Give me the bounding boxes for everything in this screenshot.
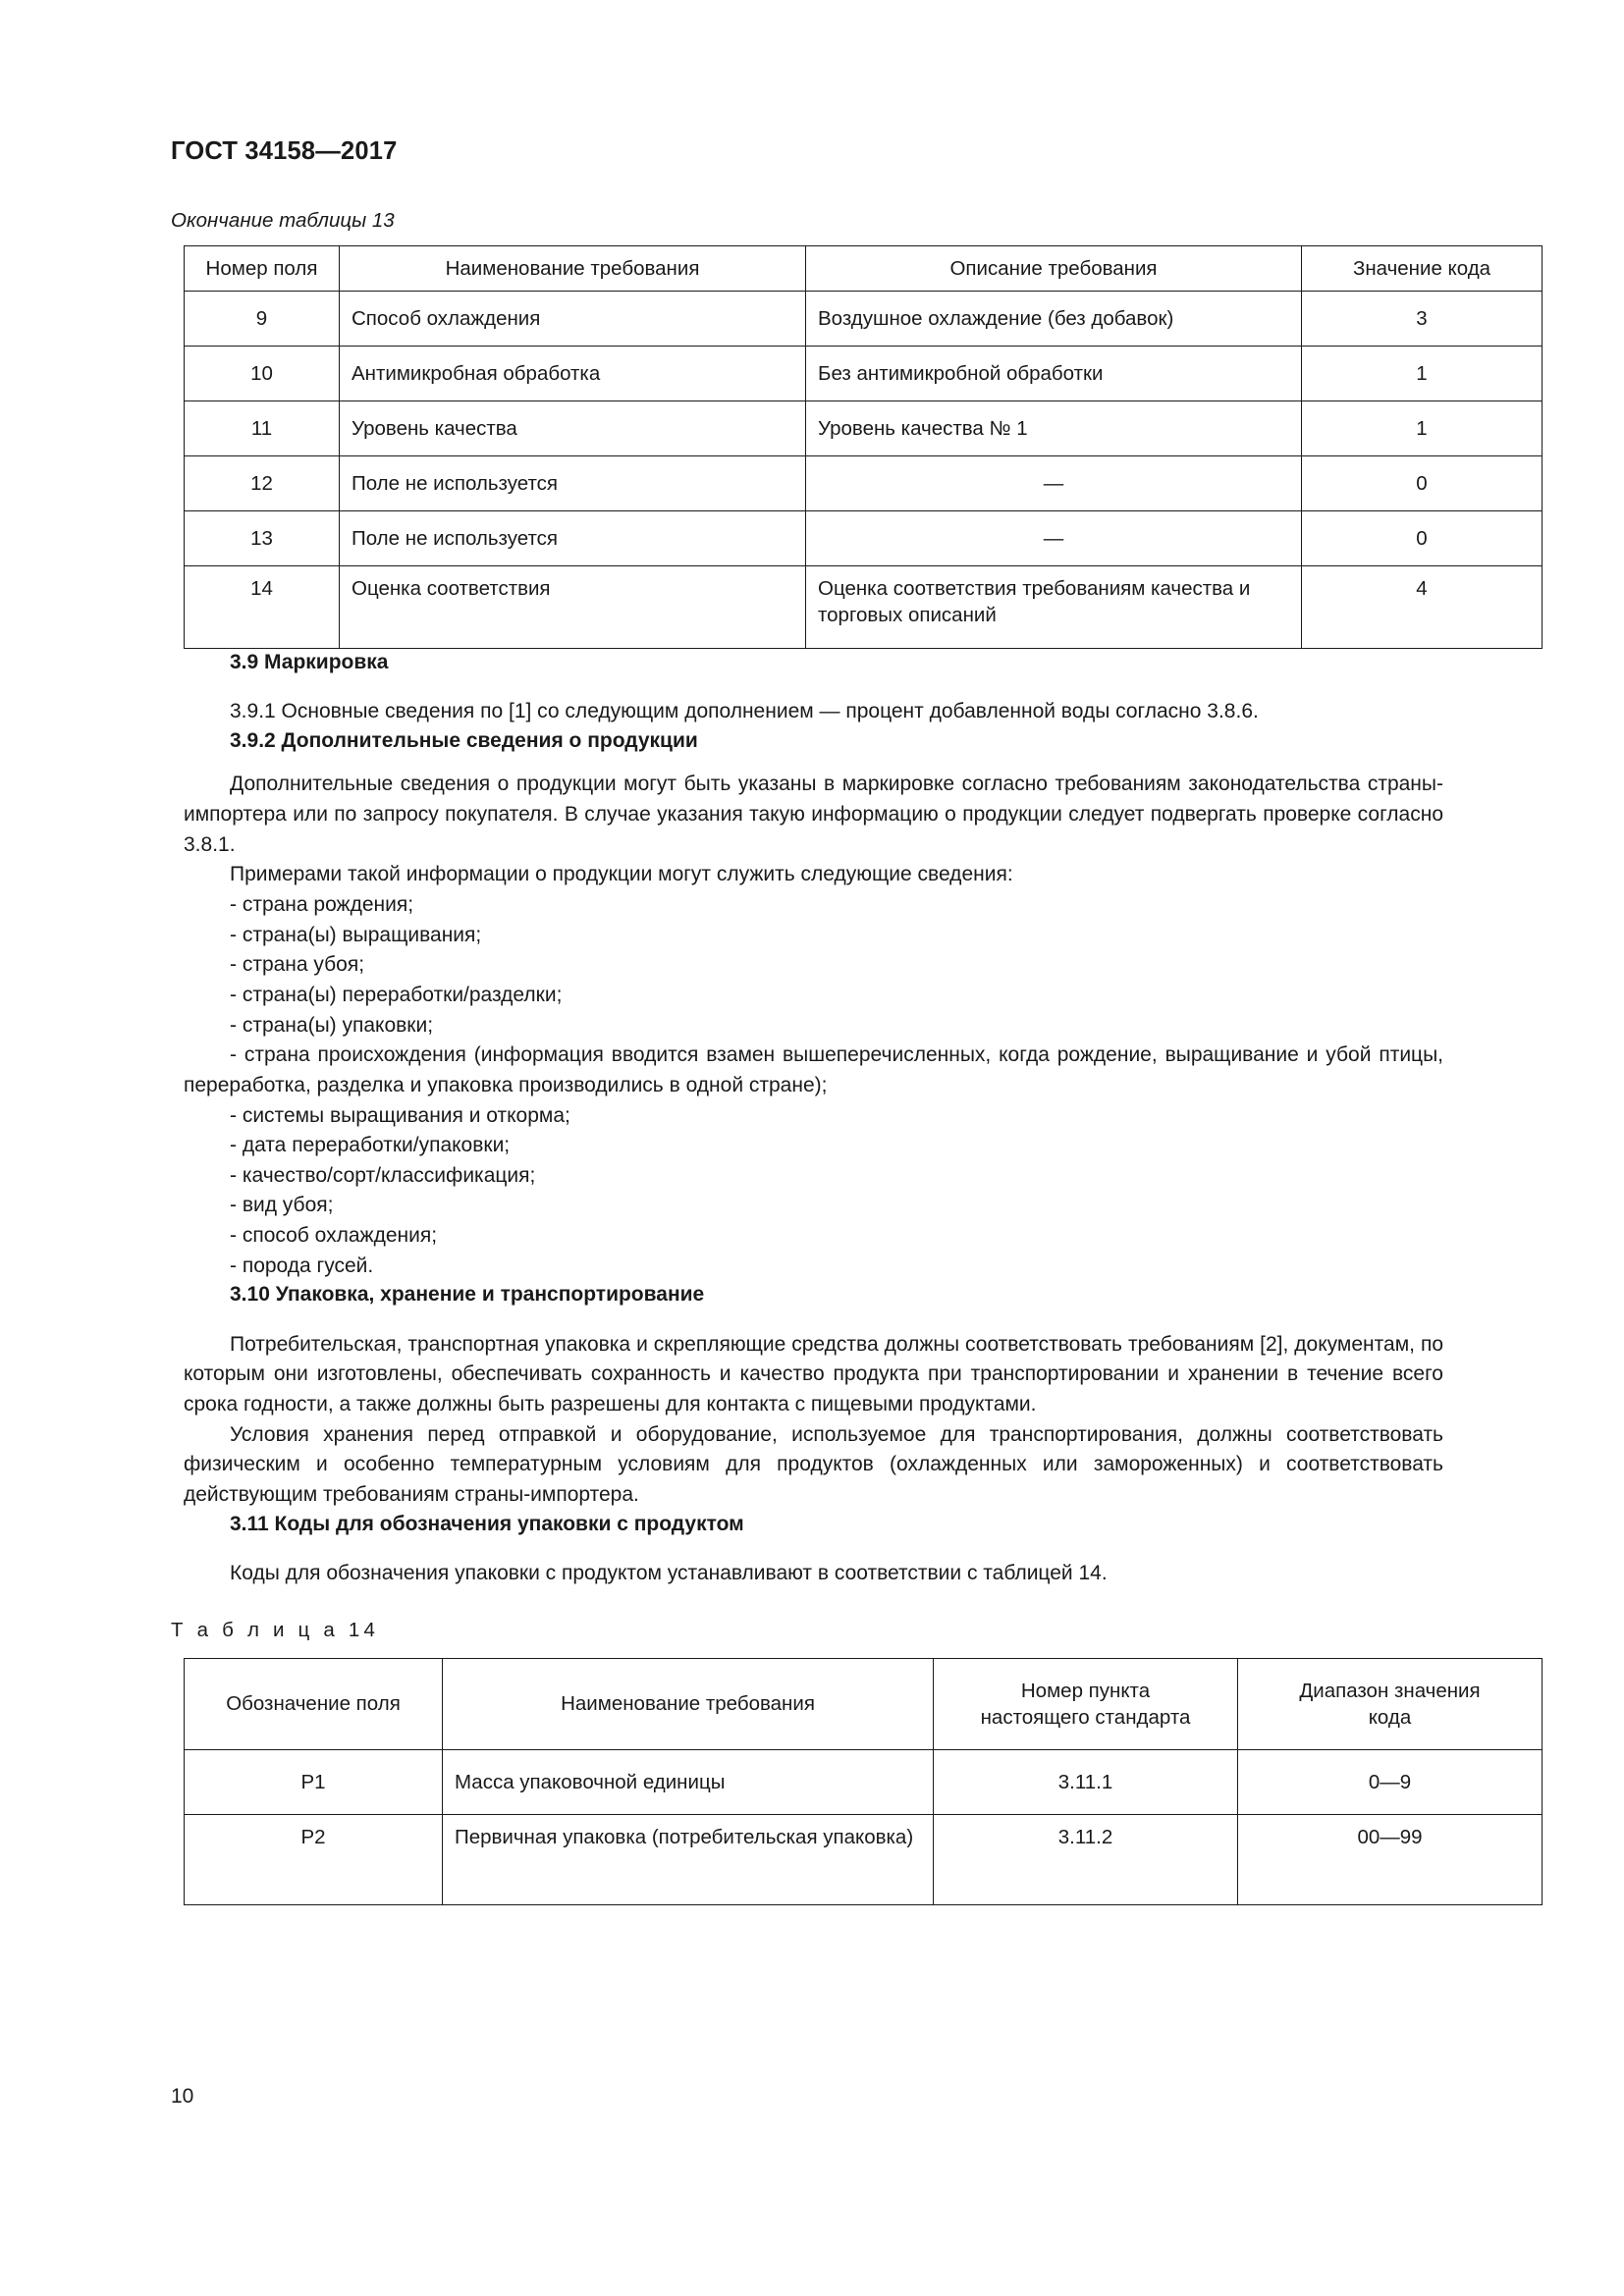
cell-field-number: 11 (185, 401, 340, 456)
table-row (185, 566, 1543, 649)
table-13 (184, 245, 1543, 649)
column-header-requirement-name: Наименование требования (340, 246, 806, 292)
table-row (185, 401, 1543, 456)
table-14-caption: Т а б л и ц а 14 (171, 1618, 380, 1641)
cell-code-range: 00—99 (1238, 1814, 1543, 1904)
product-information-list (184, 890, 1443, 1282)
cell-requirement-name: Поле не используется (340, 456, 806, 511)
list-item: - страна(ы) выращивания; (230, 923, 482, 946)
table-13-caption: Окончание таблицы 13 (171, 209, 395, 232)
clause-3-9-1-paragraph: 3.9.1 Основные сведения по [1] со следующим дополнением — процент добавленной воды согласно 3.8.6. (230, 700, 1259, 723)
cell-requirement-name: Первичная упаковка (потребительская упаковка) (443, 1814, 934, 1904)
cell-requirement-name: Оценка соответствия (340, 566, 806, 649)
column-header-field-number: Номер поля (185, 246, 340, 292)
section-3-10-paragraph-1: Потребительская, транспортная упаковка и скрепляющие средства должны соответствовать требованиям [2], документам, по которым они изготовлены, обеспечивать сохранность и качество продукта при транспортировании и хранении в течение всего срока годности, а также должны быть разрешены для контакта с пищевыми продуктами. (184, 1332, 1443, 1416)
section-3-11-paragraph-1: Коды для обозначения упаковки с продуктом устанавливают в соответствии с таблицей 14. (230, 1561, 1108, 1584)
cell-requirement-description: Уровень качества № 1 (806, 401, 1302, 456)
table-14 (184, 1658, 1543, 1905)
section-heading-3-11: 3.11 Коды для обозначения упаковки с продуктом (230, 1512, 744, 1535)
clause-header-line-1: Номер пункта (1020, 1679, 1151, 1702)
table-row (185, 511, 1543, 566)
column-header-clause-number (934, 1658, 1238, 1749)
table-row (185, 456, 1543, 511)
list-item: - страна рождения; (230, 892, 414, 916)
cell-requirement-description: Воздушное охлаждение (без добавок) (806, 292, 1302, 347)
list-item: - страна убоя; (230, 953, 365, 977)
column-header-field-code: Обозначение поля (185, 1658, 443, 1749)
cell-field-number: 14 (185, 566, 340, 649)
list-item: - страна происхождения (информация вводится взамен вышеперечисленных, когда рождение, выращивание и убой птицы, переработка, разделка и упаковка производились в одной стране); (184, 1043, 1443, 1096)
page-content (171, 0, 1491, 1905)
range-header-line-1: Диапазон значения (1299, 1679, 1481, 1702)
column-header-requirement-name: Наименование требования (443, 1658, 934, 1749)
cell-requirement-description: Без антимикробной обработки (806, 347, 1302, 401)
column-header-requirement-description: Описание требования (806, 246, 1302, 292)
page-number: 10 (171, 2085, 194, 2108)
section-heading-3-10: 3.10 Упаковка, хранение и транспортирование (230, 1283, 705, 1307)
cell-requirement-name: Масса упаковочной единицы (443, 1749, 934, 1814)
cell-requirement-description: — (806, 511, 1302, 566)
cell-requirement-description: Оценка соответствия требованиям качества и торговых описаний (806, 566, 1302, 649)
section-heading-3-9-2: 3.9.2 Дополнительные сведения о продукции (230, 729, 698, 752)
list-item: - вид убоя; (230, 1194, 334, 1217)
standard-title: ГОСТ 34158—2017 (171, 137, 398, 165)
cell-code-value: 1 (1302, 401, 1543, 456)
cell-code-value: 0 (1302, 456, 1543, 511)
table-row (185, 1749, 1543, 1814)
table-14-body (185, 1749, 1543, 1904)
list-item: - системы выращивания и откорма; (230, 1103, 570, 1127)
list-item: - страна(ы) упаковки; (230, 1013, 434, 1037)
cell-code-value: 3 (1302, 292, 1543, 347)
cell-field-number: 13 (185, 511, 340, 566)
cell-requirement-name: Способ охлаждения (340, 292, 806, 347)
clause-header-line-2: настоящего стандарта (980, 1705, 1191, 1729)
cell-requirement-name: Поле не используется (340, 511, 806, 566)
clause-3-9-2-paragraph-1: Дополнительные сведения о продукции могут быть указаны в маркировке согласно требованиям законодательства страны-импортера или по запросу покупателя. В случае указания такую информацию о продукции следует подвергать проверке согласно 3.8.1. (184, 773, 1443, 856)
table-row (185, 347, 1543, 401)
cell-code-value: 1 (1302, 347, 1543, 401)
table-13-body (185, 292, 1543, 649)
cell-clause-number: 3.11.1 (934, 1749, 1238, 1814)
cell-code-range: 0—9 (1238, 1749, 1543, 1814)
range-header-line-2: кода (1368, 1705, 1412, 1729)
table-14-head (185, 1658, 1543, 1749)
cell-code-value: 4 (1302, 566, 1543, 649)
table-header-row (185, 246, 1543, 292)
cell-code-value: 0 (1302, 511, 1543, 566)
section-3-10-paragraph-2: Условия хранения перед отправкой и оборудование, используемое для транспортирования, должны соответствовать физическим и особенно температурным условиям для продуктов (охлажденных или замороженных) и соответствовать действующим требованиям страны-импортера. (184, 1422, 1443, 1507)
section-heading-3-9: 3.9 Маркировка (230, 651, 389, 674)
cell-field-code: Р2 (185, 1814, 443, 1904)
cell-field-code: Р1 (185, 1749, 443, 1814)
table-13-head (185, 246, 1543, 292)
cell-field-number: 9 (185, 292, 340, 347)
cell-requirement-name: Антимикробная обработка (340, 347, 806, 401)
column-header-code-range (1238, 1658, 1543, 1749)
list-item: - порода гусей. (230, 1254, 374, 1277)
cell-clause-number: 3.11.2 (934, 1814, 1238, 1904)
list-item: - дата переработки/упаковки; (230, 1134, 511, 1157)
cell-requirement-description: — (806, 456, 1302, 511)
column-header-code-value: Значение кода (1302, 246, 1543, 292)
clause-3-9-2-paragraph-2: Примерами такой информации о продукции могут служить следующие сведения: (230, 863, 1013, 886)
list-item: - способ охлаждения; (230, 1224, 438, 1248)
cell-requirement-name: Уровень качества (340, 401, 806, 456)
table-row (185, 292, 1543, 347)
cell-field-number: 12 (185, 456, 340, 511)
cell-field-number: 10 (185, 347, 340, 401)
table-row (185, 1814, 1543, 1904)
list-item: - страна(ы) переработки/разделки; (230, 983, 563, 1006)
table-header-row (185, 1658, 1543, 1749)
list-item: - качество/сорт/классификация; (230, 1163, 536, 1187)
